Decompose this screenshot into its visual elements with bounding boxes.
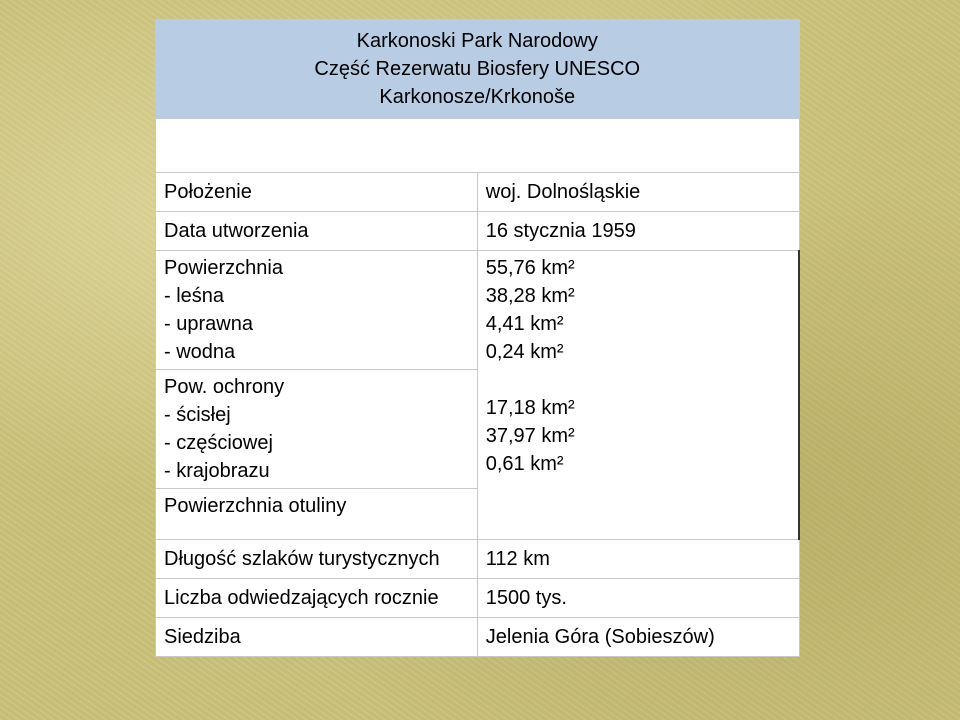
location-label: Położenie [156,173,478,212]
trails-label: Długość szlaków turystycznych [156,540,478,579]
created-value: 16 stycznia 1959 [477,212,799,251]
table-row-location [156,173,800,212]
visitors-label: Liczba odwiedzających rocznie [156,579,478,618]
protection-label: Pow. ochrony [164,376,285,398]
blank-cell [156,119,800,173]
area-item: - leśna [164,285,225,307]
protection-value: 37,97 km² [485,425,575,447]
protection-label-cell [156,370,478,489]
visitors-value: 1500 tys. [477,579,799,618]
title-line-2: Część Rezerwatu Biosfery UNESCO [314,58,641,80]
table-blank-row [156,119,800,173]
area-item: - wodna [164,341,236,363]
title-line-1: Karkonoski Park Narodowy [356,30,598,52]
table-title [156,20,800,119]
protection-item: - częściowej [164,432,273,454]
protection-value: 0,61 km² [485,453,564,475]
protection-value: 17,18 km² [485,397,575,419]
area-value: 55,76 km² [485,257,575,279]
area-value: 4,41 km² [485,313,564,335]
area-value: 0,24 km² [485,341,564,363]
protection-item: - ścisłej [164,404,231,426]
area-values-cell [477,251,799,540]
table-row-created [156,212,800,251]
values-spacer [486,366,790,394]
table-row-area [156,251,800,370]
location-value: woj. Dolnośląskie [477,173,799,212]
area-label: Powierzchnia [164,257,283,279]
park-info-table [155,19,800,657]
table-row-trails [156,540,800,579]
table-row-seat [156,618,800,657]
trails-value: 112 km [477,540,799,579]
area-item: - uprawna [164,313,253,335]
area-value: 38,28 km² [485,285,575,307]
table-header-row [156,20,800,119]
area-label-cell [156,251,478,370]
table-row-visitors [156,579,800,618]
created-label: Data utworzenia [156,212,478,251]
seat-label: Siedziba [156,618,478,657]
protection-item: - krajobrazu [164,460,270,482]
title-line-3: Karkonosze/Krkonoše [379,86,576,108]
seat-value: Jelenia Góra (Sobieszów) [477,618,799,657]
buffer-label: Powierzchnia otuliny [156,489,478,540]
